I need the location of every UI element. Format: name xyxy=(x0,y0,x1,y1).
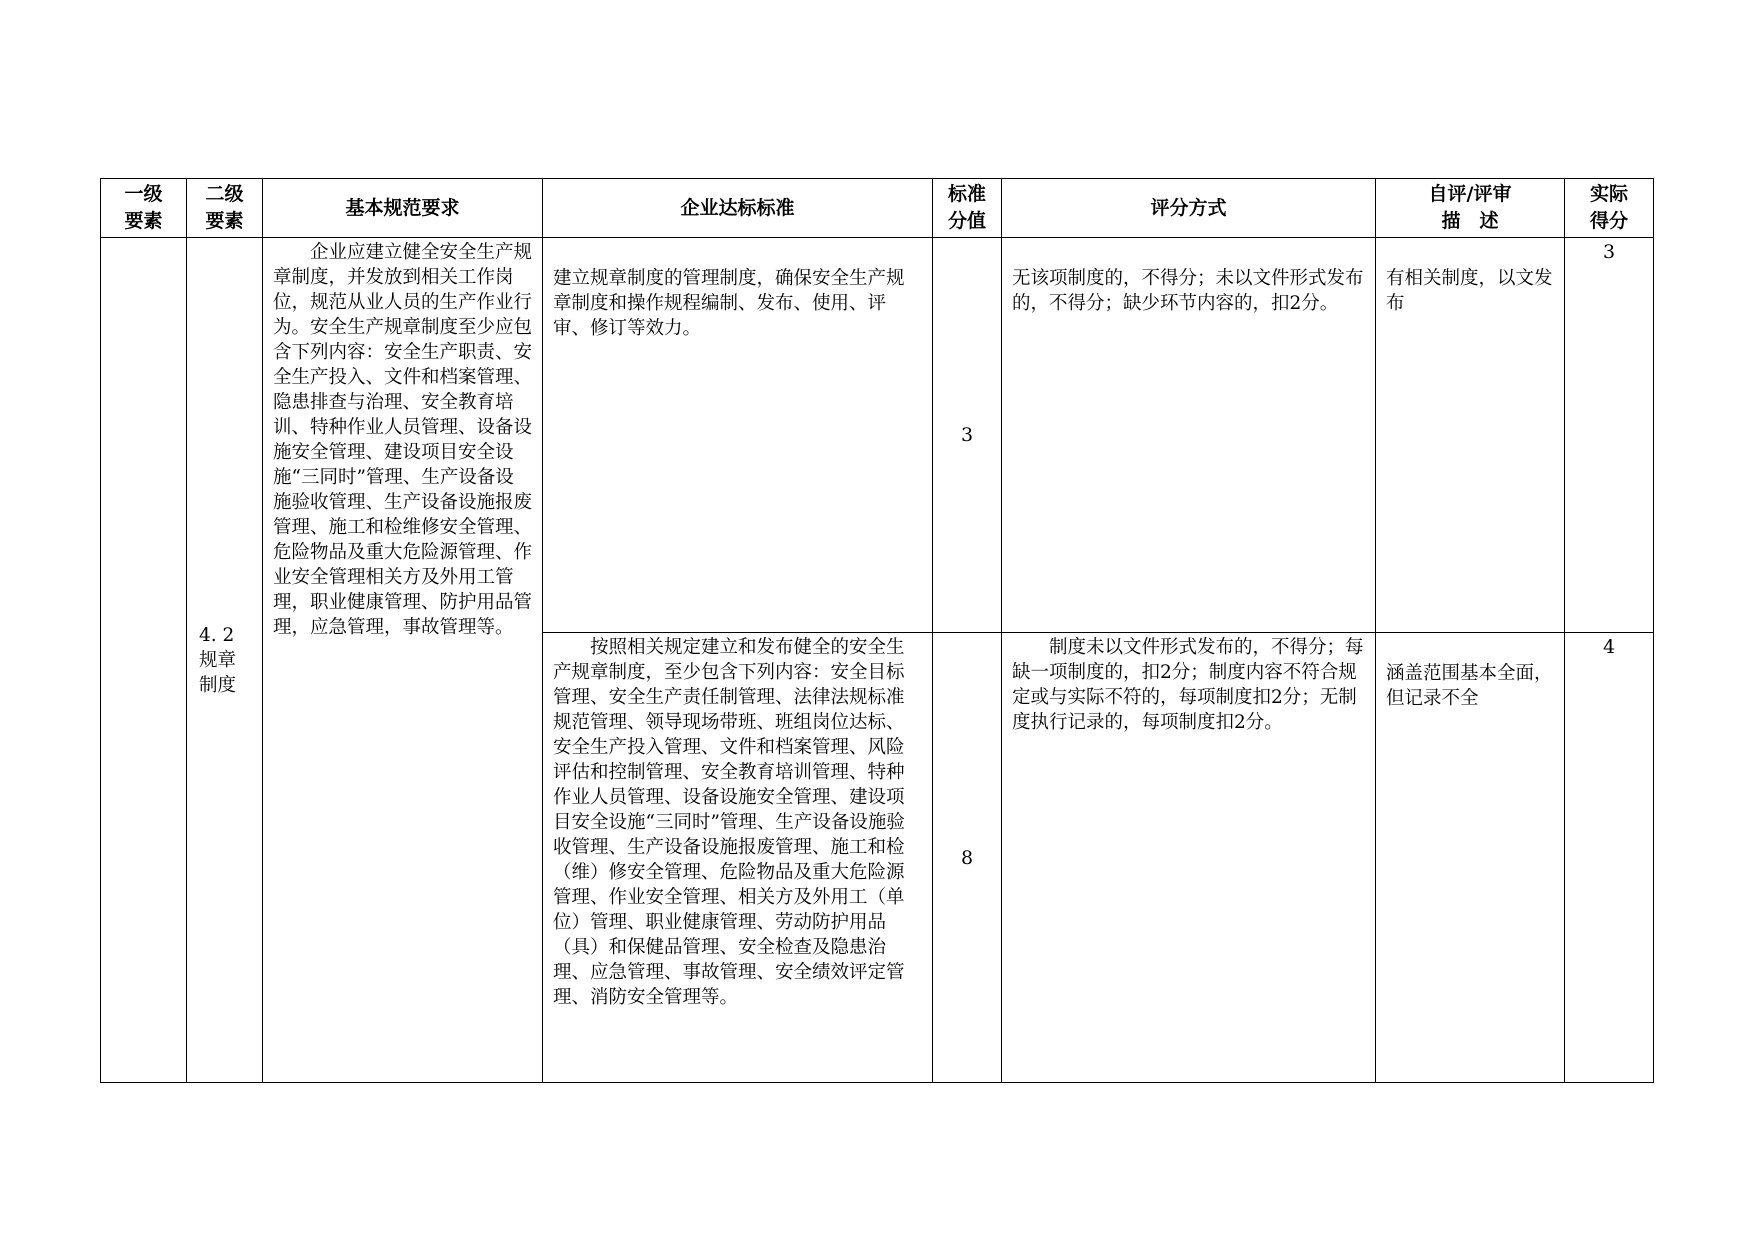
actual-score-cell: 3 xyxy=(1565,238,1654,633)
header-level1: 一级 要素 xyxy=(101,179,187,238)
basic-requirement-text: 企业应建立健全安全生产规章制度，并发放到相关工作岗位，规范从业人员的生产作业行为。安全生产规章制度至少应包含下列内容：安全生产职责、安全生产投入、文件和档案管理、隐患排查与治理、安全教育培训、特种作业人员管理、设备设施安全管理、建设项目安全设施“三同时”管理、生产设备设施验收管理、生产设备设施报废管理、施工和检维修安全管理、危险物品及重大危险源管理、作业安全管理相关方及外用工管理，职业健康管理、防护用品管理，应急管理，事故管理等。 xyxy=(273,242,533,638)
review-text: 有相关制度，以文发布 xyxy=(1386,268,1553,314)
header-score-value: 标准 分值 xyxy=(933,179,1002,238)
scoring-cell xyxy=(1002,633,1376,1083)
basic-requirement-cell xyxy=(263,238,543,1083)
standard-cell xyxy=(543,633,933,1083)
standards-table xyxy=(100,178,1654,1083)
scoring-text: 制度未以文件形式发布的，不得分；每缺一项制度的，扣2分；制度内容不符合规定或与实际不符的，每项制度扣2分；无制度执行记录的，每项制度扣2分。 xyxy=(1012,637,1364,733)
level2-title-line1: 规章 xyxy=(199,649,237,671)
standard-cell xyxy=(543,238,933,633)
level2-title-line2: 制度 xyxy=(199,674,237,696)
level2-cell xyxy=(187,238,263,1083)
scoring-text: 无该项制度的，不得分；未以文件形式发布的，不得分；缺少环节内容的，扣2分。 xyxy=(1012,268,1364,314)
level1-cell xyxy=(101,238,187,1083)
review-text: 涵盖范围基本全面，但记录不全 xyxy=(1386,663,1553,709)
review-cell xyxy=(1376,238,1565,633)
standard-text: 按照相关规定建立和发布健全的安全生产规章制度，至少包含下列内容：安全目标管理、安全生产责任制管理、法律法规标准规范管理、领导现场带班、班组岗位达标、安全生产投入管理、文件和档案管理、风险评估和控制管理、安全教育培训管理、特种作业人员管理、设备设施安全管理、建设项目安全设施“三同时”管理、生产设备设施验收管理、生产设备设施报废管理、施工和检（维）修安全管理、危险物品及重大危险源管理、作业安全管理、相关方及外用工（单位）管理、职业健康管理、劳动防护用品（具）和保健品管理、安全检查及隐患治理、应急管理、事故管理、安全绩效评定管理、消防安全管理等。 xyxy=(553,637,905,1008)
review-cell xyxy=(1376,633,1565,1083)
header-actual-score: 实际 得分 xyxy=(1565,179,1654,238)
header-row xyxy=(101,179,1654,238)
header-level2: 二级 要素 xyxy=(187,179,263,238)
header-basic-requirement: 基本规范要求 xyxy=(263,179,543,238)
header-review-description: 自评/评审 描 述 xyxy=(1376,179,1565,238)
header-scoring-method: 评分方式 xyxy=(1002,179,1376,238)
actual-score-cell: 4 xyxy=(1565,633,1654,1083)
score-value-cell: 3 xyxy=(933,238,1002,633)
table-row xyxy=(101,238,1654,633)
level2-number: 4. 2 xyxy=(199,624,235,646)
standard-text: 建立规章制度的管理制度，确保安全生产规章制度和操作规程编制、发布、使用、评审、修订等效力。 xyxy=(553,268,905,339)
scoring-cell xyxy=(1002,238,1376,633)
score-value-cell: 8 xyxy=(933,633,1002,1083)
header-company-standard: 企业达标标准 xyxy=(543,179,933,238)
